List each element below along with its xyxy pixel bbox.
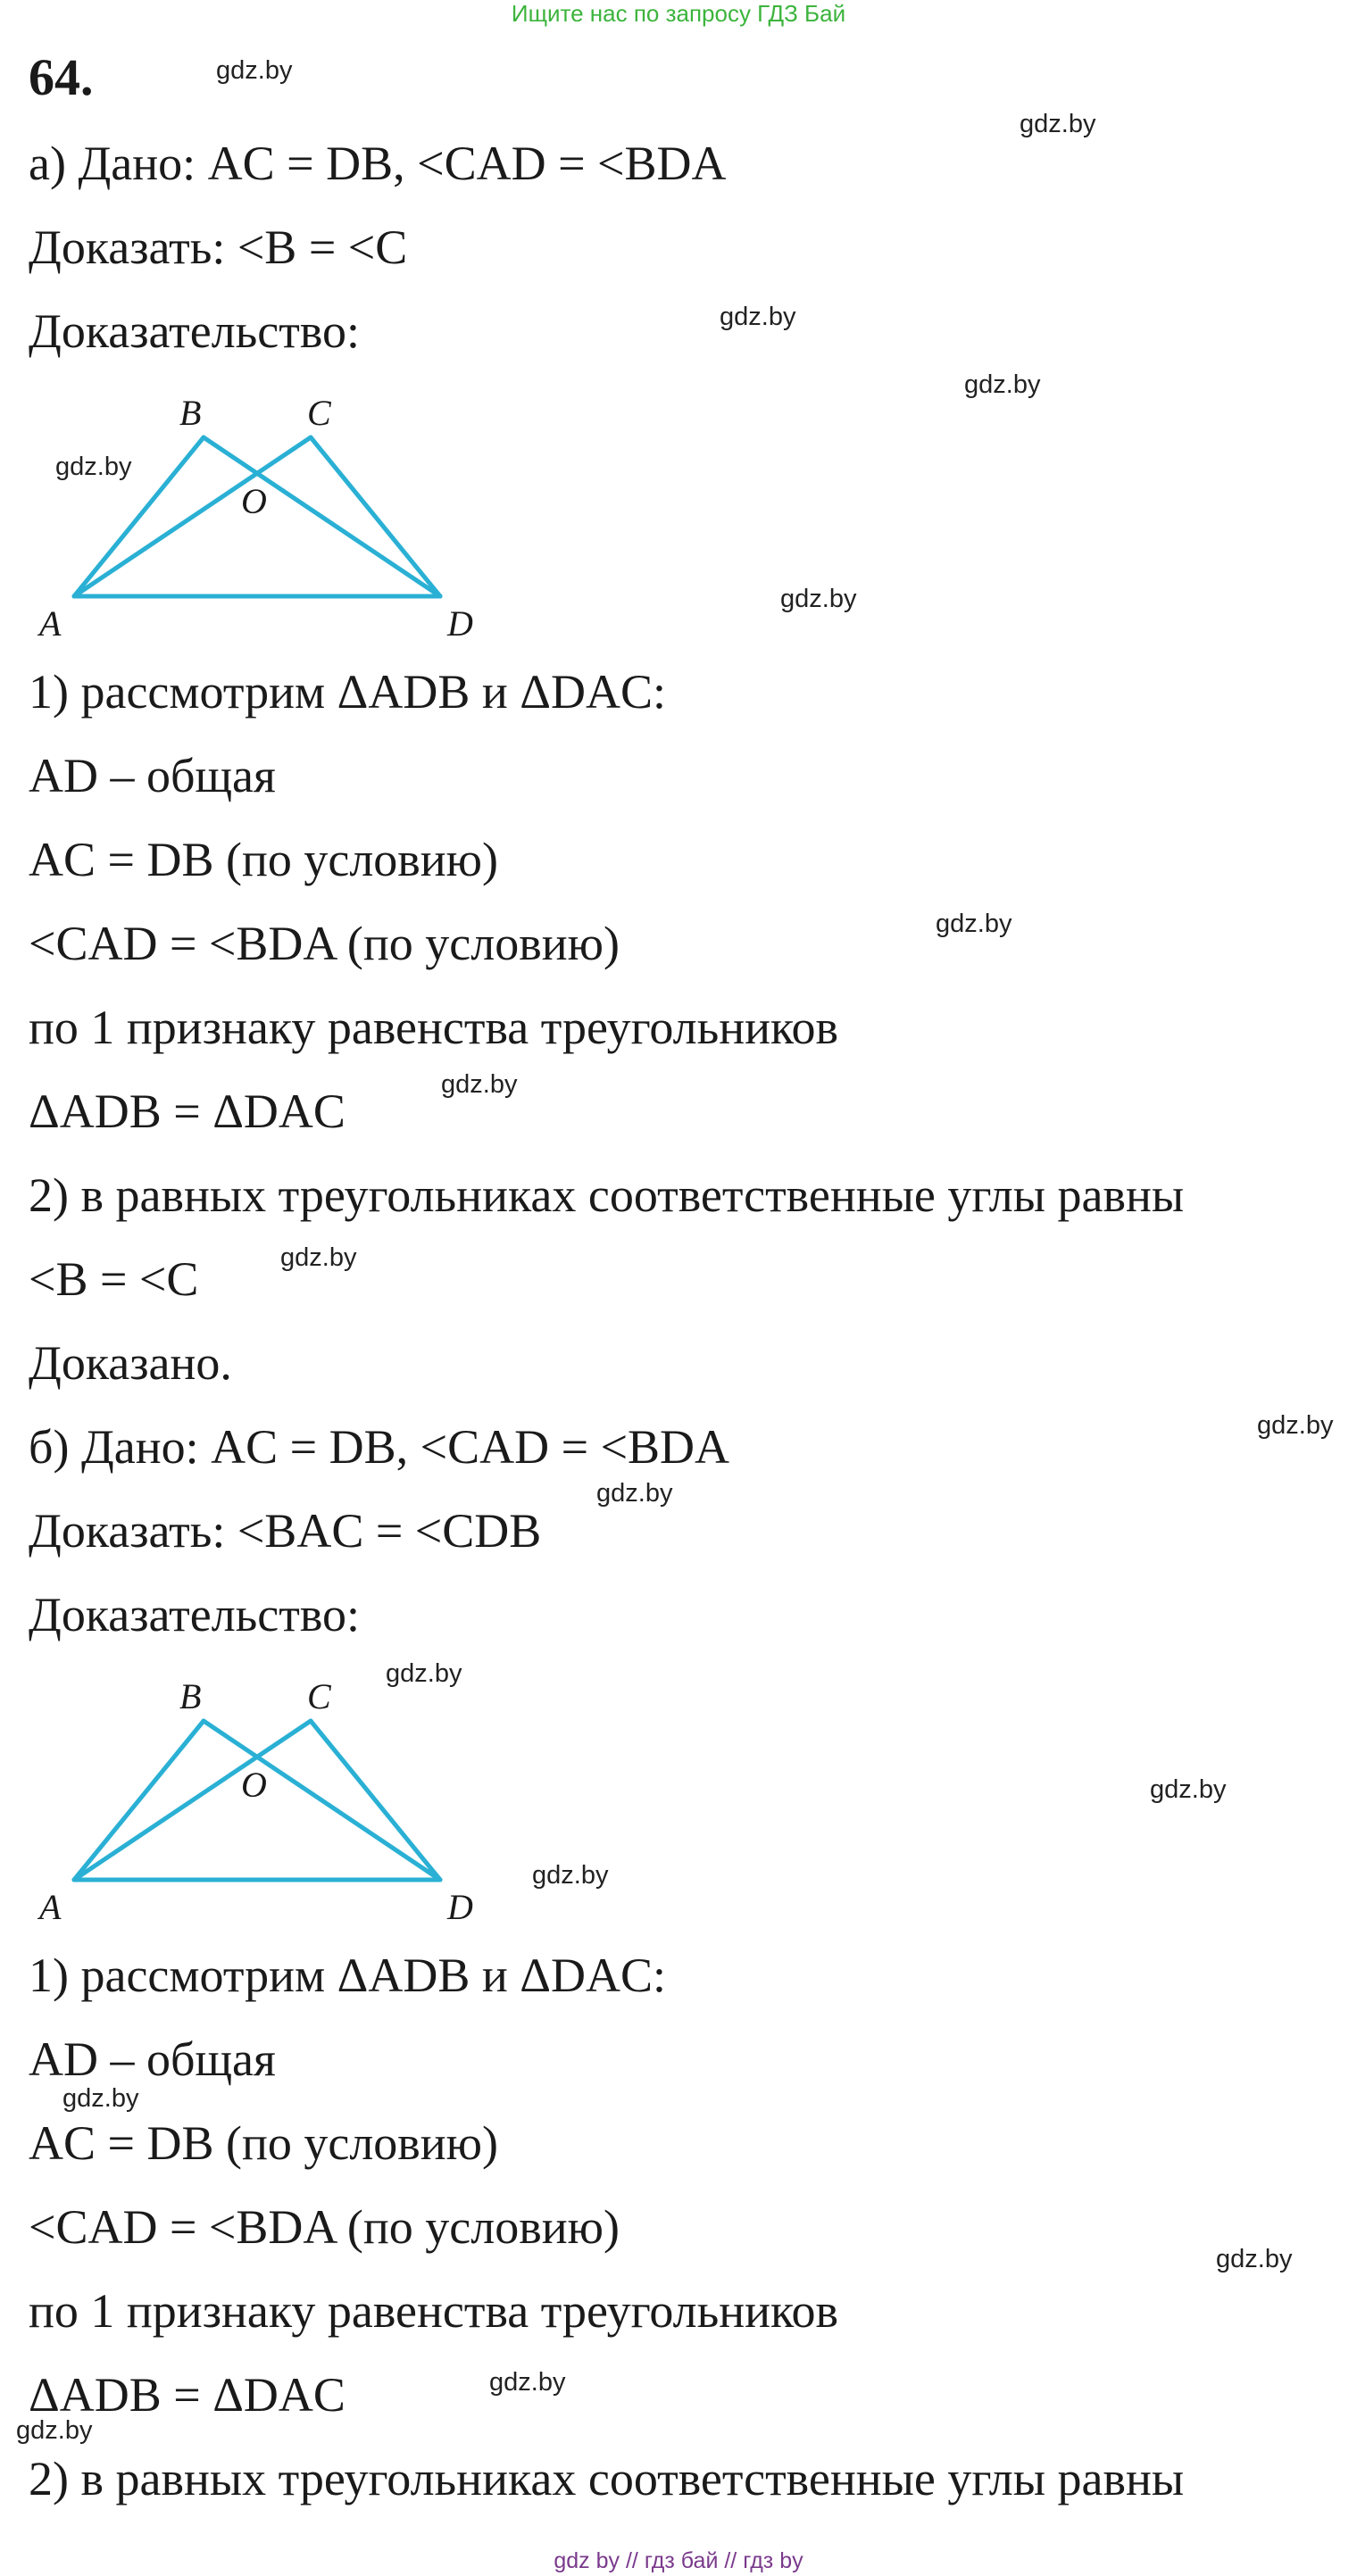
- part-b-step-1: 1) рассмотрим ΔADB и ΔDAC:: [29, 1949, 667, 2002]
- watermark: gdz.by: [720, 303, 796, 331]
- watermark: gdz.by: [936, 910, 1012, 938]
- segment-cd: [311, 1721, 440, 1880]
- watermark: gdz.by: [55, 453, 132, 481]
- watermark: gdz.by: [596, 1479, 673, 1508]
- part-a-step-1: 1) рассмотрим ΔADB и ΔDAC:: [29, 665, 667, 719]
- part-b-step-5: по 1 признаку равенства треугольников: [29, 2284, 839, 2338]
- part-a-step-9: Доказано.: [29, 1336, 232, 1390]
- point-label-a: A: [39, 1887, 62, 1924]
- point-label-b: B: [179, 1676, 202, 1716]
- watermark: gdz.by: [16, 2416, 93, 2445]
- watermark: gdz.by: [280, 1243, 357, 1272]
- point-label-d: D: [447, 603, 473, 641]
- watermark: gdz.by: [489, 2368, 566, 2397]
- segment-ac: [74, 1721, 311, 1880]
- segment-bd: [204, 1721, 440, 1880]
- part-b-prove: Доказать: <BAC = <CDB: [29, 1504, 542, 1558]
- watermark: gdz.by: [532, 1861, 609, 1890]
- part-b-proof-heading: Доказательство:: [29, 1588, 360, 1641]
- watermark: gdz.by: [62, 2084, 139, 2113]
- segment-bd: [204, 437, 440, 596]
- watermark: gdz.by: [1020, 110, 1096, 138]
- watermark: gdz.by: [216, 56, 293, 85]
- part-a-step-4: <CAD = <BDA (по условию): [29, 917, 620, 970]
- point-label-o: O: [241, 481, 267, 521]
- point-label-d: D: [447, 1887, 473, 1924]
- part-a-step-7: 2) в равных треугольниках соответственные углы равны: [29, 1168, 1185, 1222]
- part-a-prove: Доказать: <B = <C: [29, 220, 408, 274]
- part-a-step-5: по 1 признаку равенства треугольников: [29, 1001, 839, 1054]
- part-a-step-3: AC = DB (по условию): [29, 833, 498, 886]
- point-label-a: A: [39, 603, 62, 641]
- part-b-step-6: ΔADB = ΔDAC: [29, 2368, 345, 2422]
- part-b-step-7: 2) в равных треугольниках соответственные углы равны: [29, 2452, 1185, 2505]
- part-a-step-8: <B = <C: [29, 1252, 199, 1306]
- triangle-figure-a: [25, 382, 489, 641]
- part-b-step-4: <CAD = <BDA (по условию): [29, 2200, 620, 2254]
- watermark: gdz.by: [386, 1659, 462, 1688]
- footer-links[interactable]: gdz by // гдз бай // гдз by: [554, 2548, 803, 2573]
- point-label-b: B: [179, 393, 202, 433]
- point-label-c: C: [307, 1676, 331, 1716]
- watermark: gdz.by: [1150, 1775, 1227, 1804]
- triangle-figure-b: [25, 1666, 489, 1924]
- segment-ab: [74, 1721, 204, 1880]
- point-label-o: O: [241, 1765, 267, 1805]
- point-label-c: C: [307, 393, 331, 433]
- part-b-step-3: AC = DB (по условию): [29, 2116, 498, 2170]
- watermark: gdz.by: [780, 585, 857, 613]
- watermark: gdz.by: [964, 370, 1041, 399]
- part-a-step-6: ΔADB = ΔDAC: [29, 1084, 345, 1138]
- watermark: gdz.by: [1216, 2245, 1293, 2273]
- part-a-step-2: AD – общая: [29, 749, 276, 802]
- part-b-given: б) Дано: AC = DB, <CAD = <BDA: [29, 1420, 730, 1474]
- part-b-step-2: AD – общая: [29, 2032, 276, 2086]
- watermark: gdz.by: [1257, 1411, 1334, 1440]
- part-a-given: а) Дано: AC = DB, <CAD = <BDA: [29, 137, 727, 190]
- top-banner[interactable]: Ищите нас по запросу ГДЗ Бай: [511, 0, 846, 27]
- segment-cd: [311, 437, 440, 596]
- watermark: gdz.by: [441, 1070, 518, 1099]
- problem-number: 64.: [29, 48, 94, 106]
- part-a-proof-heading: Доказательство:: [29, 304, 360, 358]
